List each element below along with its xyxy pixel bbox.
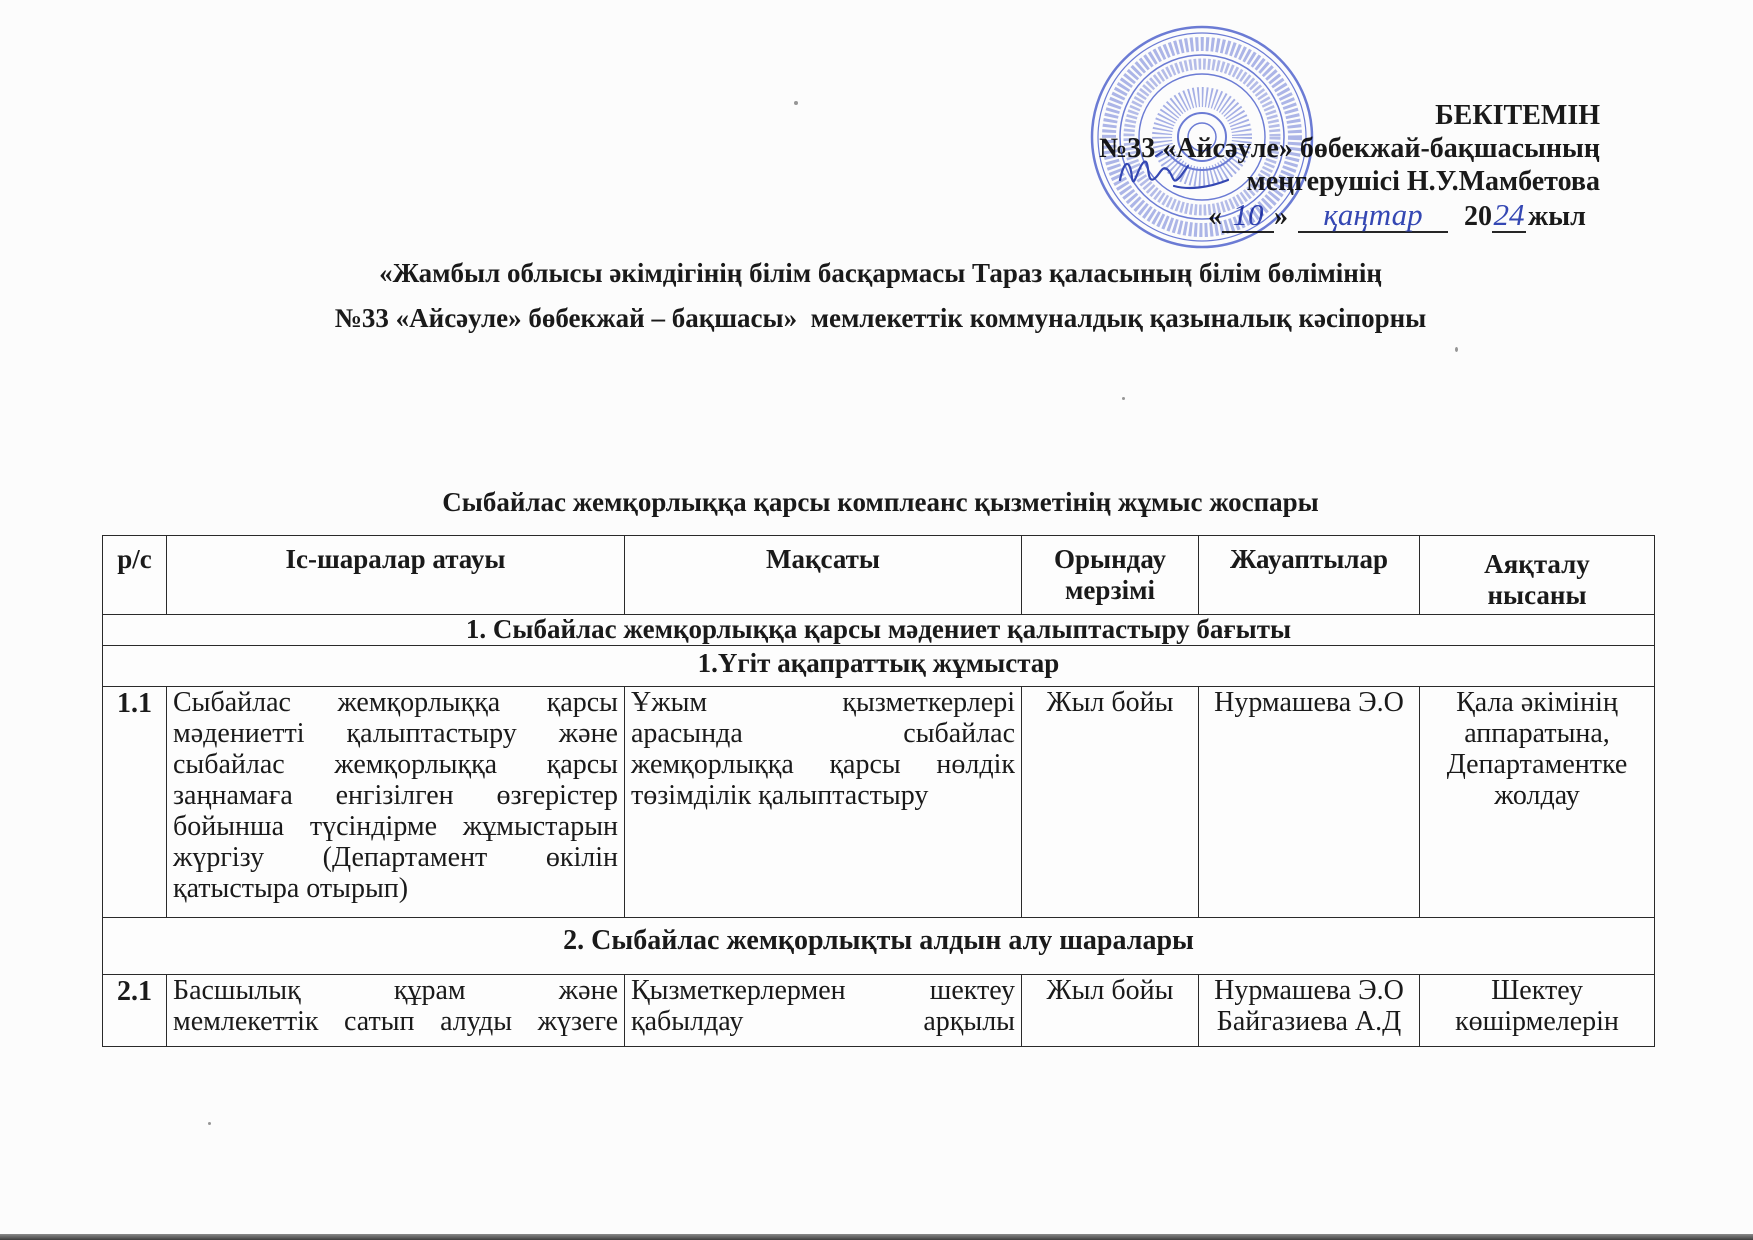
cell-line: Нурмашева Э.О bbox=[1214, 975, 1404, 1006]
completion-form-cell bbox=[1420, 687, 1655, 918]
scan-speck bbox=[1455, 347, 1458, 352]
completion-form-cell bbox=[1420, 975, 1655, 1047]
cell-line: арасында сыбайлас bbox=[631, 718, 1015, 749]
cell-line: бойынша түсіндірме жұмыстарын bbox=[173, 811, 618, 842]
scan-speck bbox=[208, 1122, 211, 1125]
goal-cell bbox=[625, 975, 1022, 1047]
activity-name-cell bbox=[167, 687, 625, 918]
subsection-row bbox=[103, 646, 1655, 687]
approval-heading: БЕКІТЕМІН bbox=[1435, 100, 1600, 131]
cell-line: Нурмашева Э.О bbox=[1214, 687, 1404, 718]
date-month-handwritten: қаңтар bbox=[1323, 197, 1423, 232]
header-goal bbox=[625, 536, 1022, 615]
scan-speck bbox=[794, 101, 798, 105]
table-header-row bbox=[103, 536, 1655, 615]
date-year-slot bbox=[1492, 197, 1526, 233]
cell-line: заңнамаға енгізілген өзгерістер bbox=[173, 780, 618, 811]
scan-speck bbox=[1122, 397, 1125, 400]
cell-line: жүргізу (Департамент өкілін bbox=[173, 842, 618, 873]
cell-line: Байгазиева А.Д bbox=[1216, 1006, 1402, 1037]
section-title: 1. Сыбайлас жемқорлыққа қарсы мәдениет қалыптастыру бағыты bbox=[103, 615, 1655, 646]
table-row bbox=[103, 687, 1655, 918]
date-year-word: жыл bbox=[1528, 201, 1586, 232]
cell-line: сыбайлас жемқорлыққа қарсы bbox=[173, 749, 618, 780]
cell-line: Қызметкерлермен шектеу bbox=[631, 975, 1015, 1006]
responsible-cell bbox=[1199, 687, 1420, 918]
date-close-quote: » bbox=[1274, 201, 1288, 232]
row-number: 2.1 bbox=[103, 975, 167, 1047]
date-open-quote: « bbox=[1208, 201, 1222, 232]
cell-line: аппаратына, bbox=[1464, 718, 1610, 749]
activity-name-cell bbox=[167, 975, 625, 1047]
header-line: Орындау bbox=[1054, 544, 1166, 574]
cell-line: мемлекеттік сатып алуды жүзеге bbox=[173, 1006, 618, 1037]
header-line: Аяқталу bbox=[1484, 549, 1590, 579]
signature bbox=[1116, 148, 1232, 200]
cell-line: Шектеу bbox=[1491, 975, 1583, 1006]
cell-line: Жыл бойы bbox=[1046, 687, 1174, 718]
cell-line: жемқорлыққа қарсы нөлдік bbox=[631, 749, 1015, 780]
header-line: р/с bbox=[117, 544, 152, 574]
deadline-cell bbox=[1022, 975, 1199, 1047]
header-line: Іс-шаралар атауы bbox=[285, 544, 506, 574]
header-line: Мақсаты bbox=[766, 544, 880, 574]
deadline-cell bbox=[1022, 687, 1199, 918]
organization-title-line-1: «Жамбыл облысы әкімдігінің білім басқармасы Тараз қаласының білім бөлімінің bbox=[379, 258, 1382, 288]
plan-title: Сыбайлас жемқорлыққа қарсы комплеанс қызметінің жұмыс жоспары bbox=[442, 487, 1319, 517]
header-line: нысаны bbox=[1487, 580, 1587, 610]
header-line: Жауаптылар bbox=[1229, 544, 1388, 574]
header-completion-form bbox=[1420, 536, 1655, 615]
cell-line: төзімділік қалыптастыру bbox=[631, 780, 929, 811]
cell-line: қабылдау арқылы bbox=[631, 1006, 1015, 1037]
cell-line: Жыл бойы bbox=[1046, 975, 1174, 1006]
scan-edge bbox=[0, 1234, 1753, 1240]
header-number bbox=[103, 536, 167, 615]
section-title: 2. Сыбайлас жемқорлықты алдын алу шаралары bbox=[103, 918, 1655, 975]
cell-line: мәдениетті қалыптастыру және bbox=[173, 718, 618, 749]
row-number: 1.1 bbox=[103, 687, 167, 918]
table-row bbox=[103, 975, 1655, 1047]
cell-line: қатыстыра отырып) bbox=[173, 873, 409, 904]
header-responsible bbox=[1199, 536, 1420, 615]
approval-head: меңгерушісі Н.У.Мамбетова bbox=[1246, 166, 1600, 197]
goal-cell bbox=[625, 687, 1022, 918]
cell-line: Ұжым қызметкерлері bbox=[631, 687, 1015, 718]
header-activity-name bbox=[167, 536, 625, 615]
section-row bbox=[103, 615, 1655, 646]
date-year-prefix: 20 bbox=[1464, 201, 1492, 232]
organization-title-line-2: №33 «Айсәуле» бөбекжай – бақшасы» мемлекеттік коммуналдық қазыналық кәсіпорны bbox=[334, 303, 1427, 333]
header-deadline bbox=[1022, 536, 1199, 615]
cell-line: Сыбайлас жемқорлыққа қарсы bbox=[173, 687, 618, 718]
section-row bbox=[103, 918, 1655, 975]
official-seal bbox=[1089, 24, 1315, 250]
cell-line: жолдау bbox=[1494, 780, 1580, 811]
cell-line: көшірмелерін bbox=[1455, 1006, 1619, 1037]
header-line: мерзімі bbox=[1065, 575, 1155, 605]
date-year-handwritten: 24 bbox=[1493, 197, 1525, 232]
date-month-slot bbox=[1298, 197, 1448, 233]
date-day-handwritten: 10 bbox=[1232, 197, 1264, 232]
cell-line: Басшылық құрам және bbox=[173, 975, 618, 1006]
subsection-title: 1.Үгіт ақапраттық жұмыстар bbox=[103, 646, 1655, 687]
organization-title bbox=[0, 251, 1753, 341]
cell-line: Қала әкімінің bbox=[1456, 687, 1618, 718]
approval-institution: №33 «Айсәуле» бөбекжай-бақшасының bbox=[1099, 133, 1600, 164]
responsible-cell bbox=[1199, 975, 1420, 1047]
cell-line: Департаментке bbox=[1446, 749, 1628, 780]
plan-table bbox=[102, 535, 1655, 1047]
